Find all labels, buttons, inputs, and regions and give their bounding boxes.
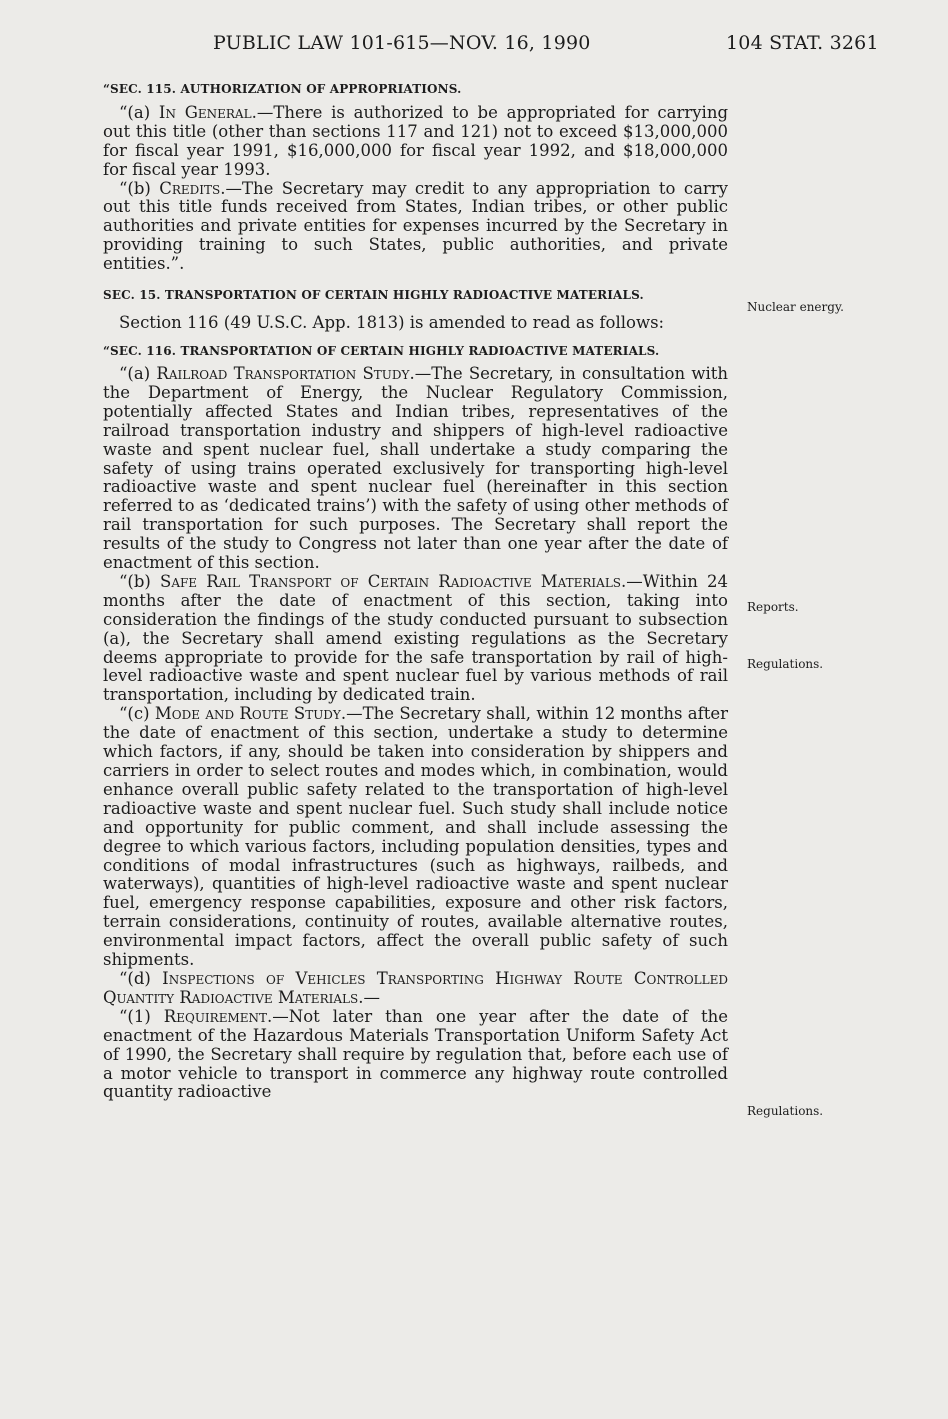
- subsection-caption: Mode and Route Study: [154, 704, 341, 724]
- sec-116-heading: “SEC. 116. TRANSPORTATION OF CERTAIN HIGHLY RADIOACTIVE MATERIALS.: [103, 343, 660, 358]
- sec-116-subsection-a: “(a) Railroad Transportation Study.—The Secretary, in consultation with the Department of Energy, the Nuclear Regulatory Commission, potentially affected States and Indian tribes, representatives of the railroad transportation industry and shippers of high-level radioactive waste and spent nuclear fuel, shall undertake a study comparing the safety of using trains operated exclusively for transporting high-level radioactive waste and spent nuclear fuel (hereinafter in this section referred to as ‘dedicated trains’) with the safety of using other methods of rail transportation for such purposes. The Secretary shall report the results of the study to Congress not later than one year after the date of enactment of this section.: [103, 363, 729, 573]
- running-head: PUBLIC LAW 101-615—NOV. 16, 1990: [213, 32, 591, 54]
- document-body: [103, 80, 728, 1102]
- subsection-caption: In General: [158, 102, 252, 122]
- margin-note-reports: Reports.: [747, 600, 799, 614]
- sec-115-subsection-b: “(b) Credits.—The Secretary may credit to any appropriation to carry out this title funds received from States, Indian tribes, or other public authorities and private entities for expenses incurred by the Secretary in providing training to such States, public authorities, and private entities.”.: [103, 178, 729, 274]
- sec-115-heading: “SEC. 115. AUTHORIZATION OF APPROPRIATIONS.: [103, 82, 462, 96]
- sec-116-subsection-b: “(b) Safe Rail Transport of Certain Radioactive Materials.—Within 24 months after the date of enactment of this section, taking into consideration the findings of the study conducted pursuant to subsection (a), the Secretary shall amend existing regulations as the Secretary deems appropriate to provide for the safe transportation by rail of high-level radioactive waste and spent nuclear fuel by various methods of rail transportation, including by dedicated train.: [103, 571, 729, 705]
- subsection-caption: Railroad Transportation Study: [156, 363, 410, 383]
- sec-15-intro: Section 116 (49 U.S.C. App. 1813) is amended to read as follows:: [119, 313, 665, 333]
- subsection-caption: Inspections of Vehicles Transporting Highway Route Controlled Quantity Radioactive Materials: [103, 968, 728, 1007]
- margin-note-regulations-d1: Regulations.: [747, 1104, 824, 1118]
- subsection-caption: Credits: [159, 178, 221, 198]
- margin-note-regulations: Regulations.: [747, 657, 824, 671]
- margin-note-nuclear-energy: Nuclear energy.: [747, 300, 844, 314]
- sec-115-subsection-a: “(a) In General.—There is authorized to be appropriated for carrying out this title (other than sections 117 and 121) not to exceed $13,000,000 for fiscal year 1991, $16,000,000 for fiscal year 1992, and $18,000,000 for fiscal year 1993.: [103, 102, 729, 179]
- subsection-caption: Safe Rail Transport of Certain Radioactive Materials: [160, 571, 622, 591]
- paragraph-caption: Requirement: [163, 1006, 268, 1026]
- sec-116-subsection-c: “(c) Mode and Route Study.—The Secretary shall, within 12 months after the date of enactment of this section, undertake a study to determine which factors, if any, should be taken into consideration by shippers and carriers in order to select routes and modes which, in combination, would enhance overall public safety related to the transportation of high-level radioactive waste and spent nuclear fuel. Such study shall include notice and opportunity for public comment, and shall include assessing the degree to which various factors, including population densities, types and conditions of modal infrastructures (such as highways, railbeds, and waterways), quantities of high-level radioactive waste and spent nuclear fuel, emergency response capabilities, exposure and other risk factors, terrain considerations, continuity of routes, available alternative routes, environmental impact factors, affect the overall public safety of such shipments.: [103, 704, 728, 970]
- sec-116-paragraph-d1: “(1) Requirement.—Not later than one year after the date of the enactment of the Hazardous Materials Transportation Uniform Safety Act of 1990, the Secretary shall require by regulation that, before each use of a motor vehicle to transport in commerce any highway route controlled quantity radioactive: [103, 1006, 728, 1102]
- sec-116-subsection-d: “(d) Inspections of Vehicles Transporting Highway Route Controlled Quantity Radioactive Materials.—: [103, 968, 728, 1007]
- page-header: [0, 32, 948, 58]
- sec-15-heading: SEC. 15. TRANSPORTATION OF CERTAIN HIGHLY RADIOACTIVE MATERIALS.: [103, 288, 644, 303]
- statute-page-ref: 104 STAT. 3261: [726, 32, 879, 54]
